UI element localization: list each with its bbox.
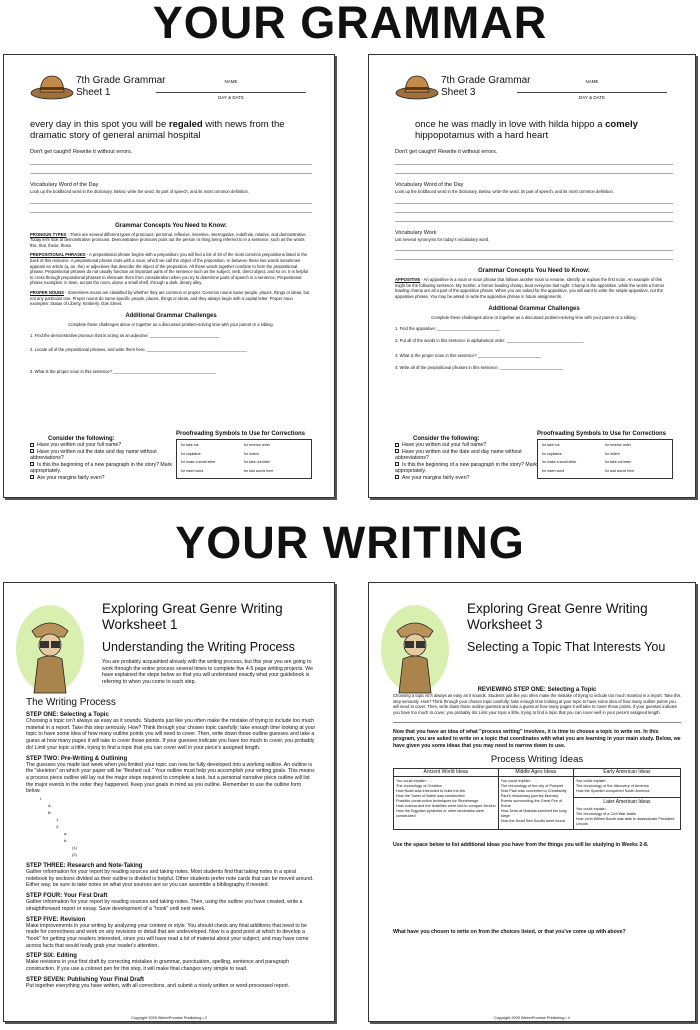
challenge-question: 4. Write all of the prepositional phrases in this sentence: ___________________________ bbox=[395, 364, 563, 370]
outline-form bbox=[26, 795, 316, 859]
page-footer: Copyright 2005 WinterPromise Publishing • 2 bbox=[131, 1016, 207, 1020]
proof-symbol-label: for make a small letter bbox=[181, 460, 216, 464]
concept-text: - There are several different types of pronouns: personal, reflexive, intensive, interrogative, indefinite, relative, and demonstrative. Today let's look at demonstrative pronouns. Demonstrative pronouns point out the person or thing being referred to in a sentence, such as the words this, that, these, those. bbox=[30, 231, 307, 248]
prompt-text-post: hippopotamus with a hard heart bbox=[415, 130, 549, 141]
sheet-title-line2: Sheet 3 bbox=[441, 87, 476, 98]
proof-symbol-label: for take out bbox=[181, 443, 199, 447]
caught-instruction: Don't get caught! Rewrite it without errors. bbox=[30, 149, 133, 155]
checkbox[interactable] bbox=[30, 462, 34, 466]
consider-item-text: Are your margins fairly even? bbox=[402, 474, 470, 481]
answer-line bbox=[395, 251, 673, 260]
worksheet-3-body bbox=[393, 687, 681, 936]
daily-prompt bbox=[30, 119, 312, 141]
vocab-heading: Vocabulary Word of the Day bbox=[395, 182, 464, 188]
idea-item: How Jews at Masada survived the long siege bbox=[500, 809, 567, 819]
challenges-heading: Additional Grammar Challenges bbox=[125, 312, 217, 319]
step-heading: STEP THREE: Research and Note-Taking bbox=[26, 863, 143, 870]
worksheet-title-line2: Worksheet 1 bbox=[102, 617, 178, 632]
outline-marker: b. bbox=[64, 838, 68, 844]
outline-marker: (1) bbox=[72, 845, 77, 851]
idea-item: The chronology of the discovery of America bbox=[575, 784, 649, 789]
worksheet-intro: You are probably acquainted already with the writing process, but this year you are going to work through the entire process several times to complete five 4-5 page writing projects. We have explained the steps below so that you will understand exactly what your guidebook is referring to when you come to each step. bbox=[102, 659, 313, 686]
proof-symbol-label: for indent bbox=[244, 451, 259, 456]
sheet-title-line2: Sheet 1 bbox=[76, 87, 111, 98]
outline-marker: 2. bbox=[56, 824, 60, 830]
idea-item: Events surrounding the Great Fire of Rome bbox=[500, 799, 563, 809]
idea-item: You could explain . . . bbox=[575, 779, 612, 784]
outline-marker: B. bbox=[48, 810, 52, 816]
section-heading: The Writing Process bbox=[26, 697, 116, 708]
idea-item: The chronology of the city of Pompeii bbox=[500, 784, 564, 789]
proof-symbol-label: for reverse order bbox=[244, 443, 270, 447]
answer-line bbox=[30, 156, 312, 165]
proof-symbol-label: for take out letter bbox=[605, 460, 632, 464]
proof-symbol-label: for indent bbox=[605, 451, 620, 456]
proofreading-title: Proofreading Symbols to Use for Corrections bbox=[537, 431, 667, 437]
outline-marker: I. bbox=[40, 796, 43, 802]
proof-symbol-label: for take out bbox=[542, 443, 560, 447]
prompt-text-pre: once he was madly in love with hilda hippo a bbox=[415, 119, 606, 130]
grammar-banner: YOUR GRAMMAR bbox=[152, 0, 548, 48]
step-text: Gather information for your report by reading sources and taking notes. Most students find that taking notes in a spiral notebook by sections divided as their outline is divided is helpful. Other students prefer note cards that can be moved around. Either way, be sure to take notes on what your sources are so you can assemble a bibliography if needed. bbox=[26, 869, 314, 889]
proofreading-box bbox=[176, 431, 312, 479]
vocab-work-desc: List several synonyms for today's vocabulary word. bbox=[395, 236, 490, 242]
concept-heading: APPOSITIVE bbox=[395, 277, 421, 283]
ideas-cell bbox=[394, 777, 499, 830]
step-text: Choosing a topic isn't always as easy as it sounds. Students just like you often make the mistake of trying to include too much material in a report. Take this step seriously. How? Think through your chosen topic carefully; take enough time looking at your topic to have some idea of how many outline points you will need to cover. Then, write down those outline guesses and take a guess at how many pages it will take to cover those points. If your guesses indicate you have too much to cover, you probably do! Limit your topic a little, trying to find a topic that you can cover well in your piece's assigned length. bbox=[26, 718, 316, 751]
vocab-desc: Look up the boldfaced word in the dictionary. Below, write the word, its part of speech, and its most common definition. bbox=[30, 189, 249, 194]
sheet-title-line1: 7th Grade Grammar bbox=[441, 75, 531, 86]
vocab-desc: Look up the boldfaced word in the dictionary. Below, write the word, its part of speech, and its most common definition. bbox=[395, 189, 614, 194]
step-text: Make improvements in your writing by analyzing your content or style. You should check any final additions that need to be made for correctness and work on any revisions or detail that are undeveloped. Now is a good point at which to develop a "hook" for getting your readers interested, since you will have read a lot of material about your subject, and may have come across facts that would really grab your reader's attention. bbox=[26, 922, 309, 949]
concept-heading: PREPOSITIONAL PHRASES bbox=[30, 252, 86, 258]
challenge-question: 1. Find the appositive: ___________________________ bbox=[395, 326, 501, 332]
idea-item: How the Spanish conquered South America bbox=[575, 789, 650, 794]
proofreading-symbols bbox=[176, 439, 312, 479]
step-heading: STEP SIX: Editing bbox=[26, 953, 77, 960]
idea-item: How Paul was converted to Christianity bbox=[500, 789, 567, 794]
consider-item bbox=[395, 462, 545, 475]
proof-symbol-label: for capitalize bbox=[181, 451, 201, 456]
outline-marker: A. bbox=[48, 803, 52, 809]
worksheet-subtitle: Selecting a Topic That Interests You bbox=[467, 640, 666, 654]
step-heading: STEP SEVEN: Publishing Your Final Draft bbox=[26, 976, 145, 983]
name-label: NAME bbox=[585, 79, 599, 84]
step-heading: STEP FOUR: Your First Draft bbox=[26, 893, 108, 900]
consider-item-text: Have you written out the date and day name without abbreviations? bbox=[395, 448, 522, 461]
consider-title: Consider the following: bbox=[48, 435, 115, 442]
concept-heading: PROPER NOUNS bbox=[30, 289, 64, 295]
challenges-desc: Complete these challenges alone or together as a discussed problem-solving time with your parent or a sibling. bbox=[68, 321, 274, 327]
prompt-bold-word: comely bbox=[605, 119, 638, 130]
concept-text: - An appositive is a noun or noun phrase that follows another noun to rename, identify, or explain the first noun. An example of this might be the following sentence. My mother, a former bowling champ, beat everyone last night. Champ is the appositive, while the words a former bowling champ are all a part of the appositive phrase. When you are asked for the appositive, you will want to write the simple appositive, not the appositive phrase. You may be asked to write the appositive phrase in future assignments. bbox=[395, 277, 665, 299]
date-label: DAY & DATE bbox=[517, 92, 667, 100]
proof-symbol-label: for make a small letter bbox=[542, 460, 577, 464]
concept-text: - Sometimes nouns are classified by whether they are common or proper. Common nouns name people, places, things or ideas, but not any particular one. Proper nouns do name specific people, places, things or ideas, and they always begin with a capital letter. Proper noun examples: Statue of Liberty, Kimberly, Oak Street. bbox=[30, 289, 310, 307]
proofreading-title: Proofreading Symbols to Use for Corrections bbox=[176, 431, 306, 437]
concept-appositive bbox=[395, 277, 673, 299]
idea-item: You could explain . . . bbox=[575, 807, 612, 812]
consider-item bbox=[395, 449, 545, 462]
consider-item bbox=[395, 475, 545, 482]
column-header: Early American Ideas bbox=[573, 769, 680, 777]
proof-symbol-label: for add words here bbox=[244, 468, 274, 473]
consider-item-text: Is this the beginning of a new paragraph in the story? Mark appropriately. bbox=[395, 461, 537, 474]
challenge-question: 1. Find the demonstrative pronoun that is acting as an adjective: ______________________________ bbox=[30, 333, 220, 339]
answer-line bbox=[395, 156, 673, 165]
step-heading: STEP TWO: Pre-Writing & Outlining bbox=[26, 755, 128, 762]
name-date-box bbox=[156, 75, 306, 109]
grammar-sheet-3 bbox=[368, 54, 696, 498]
prompt-text-post: with news from the dramatic story of general animal hospital bbox=[30, 119, 285, 141]
consider-item-text: Have you written out your full name? bbox=[37, 442, 122, 448]
name-label: NAME bbox=[224, 79, 238, 84]
challenges-desc: Complete these challenges alone or together as a discussed problem-solving time with your parent or a sibling. bbox=[431, 314, 637, 320]
challenge-question: 3. What is the proper noun in this sentence? ____________________________________________ bbox=[30, 368, 216, 374]
answer-line bbox=[395, 195, 673, 204]
space-instructions: Use the space below to list additional ideas you have from the things you will be studying in Weeks 2-8. bbox=[393, 842, 649, 849]
proof-symbol-label: for capitalize bbox=[542, 451, 562, 456]
step-heading: STEP FIVE: Revision bbox=[26, 916, 86, 923]
idea-item: How Noah was instructed to build the Ark bbox=[396, 789, 466, 794]
proof-symbol-label: for insert word bbox=[181, 468, 204, 473]
consider-item bbox=[30, 462, 180, 475]
consider-title: Consider the following: bbox=[413, 435, 480, 442]
outline-marker: (2) bbox=[72, 852, 77, 858]
answer-line bbox=[393, 715, 681, 723]
proofreading-symbols bbox=[537, 439, 673, 479]
concepts-heading: Grammar Concepts You Need to Know: bbox=[115, 222, 227, 229]
idea-item: The chronology of Creation bbox=[396, 784, 442, 789]
writing-banner: YOUR WRITING bbox=[175, 517, 525, 568]
outline-marker: 1. bbox=[56, 817, 60, 823]
sheet-title-line1: 7th Grade Grammar bbox=[76, 75, 166, 86]
worksheet-title-line1: Exploring Great Genre Writing bbox=[467, 601, 648, 616]
idea-item: You could explain . . . bbox=[500, 779, 537, 784]
explorer-binoculars-icon bbox=[375, 597, 455, 697]
vocab-heading: Vocabulary Word of the Day bbox=[30, 182, 99, 188]
step-text: The guesses you made last week when you limited your topic can now be fully developed into a working outline. An outline is the "skeleton" on which your paper will be "fleshed out." Your outline must help you accomplish your writing goals. This means a process piece outline will lay out the major steps required to complete a task, but a personal narrative piece outline will list the major events in the order they happened. Keep your goals in mind as you outline. Remember to use the outline form below. bbox=[26, 761, 315, 795]
consider-item bbox=[30, 449, 180, 462]
proof-symbol-label: for add words here bbox=[605, 468, 635, 473]
checkbox[interactable] bbox=[30, 449, 34, 453]
idea-item: How the Dead Sea Scrolls were found bbox=[500, 819, 565, 824]
concept-prepositional bbox=[30, 252, 312, 286]
consider-item-text: Have you written out the date and day name without abbreviations? bbox=[30, 448, 157, 461]
proof-symbol-label: for reverse order bbox=[605, 443, 631, 447]
vocab-work-heading: Vocabulary Work bbox=[395, 229, 437, 236]
idea-item: Paul's missionary journey itinerary bbox=[500, 794, 559, 799]
worksheet-subtitle: Understanding the Writing Process bbox=[102, 640, 295, 654]
date-label: DAY & DATE bbox=[156, 92, 306, 100]
column-header: Middle Ages Ideas bbox=[498, 769, 573, 777]
checkbox[interactable] bbox=[30, 443, 34, 447]
prompt-text-pre: every day in this spot you will be bbox=[30, 119, 169, 130]
answer-line bbox=[30, 165, 312, 174]
challenge-question: 2. Put all of the words in this sentence in alphabetical order: _________________________________ bbox=[395, 337, 584, 343]
ideas-table bbox=[393, 768, 681, 830]
answer-line bbox=[395, 204, 673, 213]
proof-symbol-label: for insert word bbox=[542, 468, 565, 473]
worksheet-title-line2: Worksheet 3 bbox=[467, 617, 543, 632]
writing-process-body bbox=[26, 697, 316, 989]
name-date-box bbox=[517, 75, 667, 109]
explorer-binoculars-icon bbox=[10, 597, 90, 697]
safari-hat-icon bbox=[30, 71, 74, 101]
challenge-question: 2. Locate all of the prepositional phrases, and write them here: ___________________________________________ bbox=[30, 346, 247, 352]
step-text: Put together everything you have written, with all corrections, and submit a nicely written or word-processed report. bbox=[26, 982, 290, 989]
checkbox[interactable] bbox=[395, 462, 399, 466]
ideas-cell bbox=[498, 777, 573, 830]
column-header: Ancient World Ideas bbox=[394, 769, 499, 777]
checkbox[interactable] bbox=[395, 475, 399, 479]
challenge-question: 3. What is the proper noun in this sentence? ___________________________ bbox=[395, 353, 541, 359]
outline-marker: a. bbox=[64, 831, 68, 837]
concept-pronoun bbox=[30, 232, 312, 249]
idea-item: You could explain . . . bbox=[396, 779, 432, 784]
prompt-bold-word: regaled bbox=[168, 119, 203, 130]
consider-item-text: Are your margins fairly even? bbox=[37, 474, 105, 481]
answer-line bbox=[395, 242, 673, 251]
consider-item-text: Have you written out your full name? bbox=[402, 442, 487, 448]
idea-item: How John Wilkes Booth was able to assassinate President Lincoln bbox=[575, 817, 675, 827]
checkbox[interactable] bbox=[395, 443, 399, 447]
proofreading-box bbox=[537, 431, 673, 479]
sheet-title bbox=[76, 75, 165, 99]
concept-proper-nouns bbox=[30, 290, 312, 307]
page-footer: Copyright 2005 WinterPromise Publishing • 4 bbox=[494, 1016, 570, 1020]
idea-item: The chronology of a Civil War battle bbox=[575, 812, 636, 817]
writing-worksheet-3 bbox=[368, 582, 696, 1022]
consider-box bbox=[30, 436, 180, 482]
review-text: Choosing a topic isn't always as easy as it sounds. Students just like you often make the mistake of trying to include too much material in a report. Take this step seriously. How? Think through your chosen topic carefully; take enough time looking at your topic to have some idea of how many outline points you will need to cover. Then, write down those outline guesses and take a guess at how many pages it will take to cover those points. If your guesses indicate you have too much to cover, you probably do! Limit your topic a little, trying to find a topic that you can cover well in your piece's assigned length. bbox=[393, 693, 681, 715]
idea-item: Possible construction techniques for Stonehenge bbox=[396, 799, 479, 804]
consider-item-text: Is this the beginning of a new paragraph in the story? Mark appropriately. bbox=[30, 461, 172, 474]
daily-prompt bbox=[415, 119, 673, 141]
consider-box bbox=[395, 436, 545, 482]
grammar-sheet-1 bbox=[3, 54, 335, 498]
now-text: Now that you have an idea of what "process writing" involves, it is time to choose a topic to write on. In this program, you are asked to write on a topic that coordinates with what you are learning in your main study. Below, we have given you some ideas that you may need to narrow down to use. bbox=[393, 729, 681, 749]
idea-item: How Joshua and the Israelites were told to conquer Jericho bbox=[396, 804, 496, 809]
answer-line bbox=[395, 213, 673, 222]
chosen-question: What have you chosen to write on from the choices listed, or that you've come up with above? bbox=[393, 929, 626, 936]
concept-text: - A prepositional phrase begins with a preposition; you will find a list of 40 of the most common prepositions listed in the back of this resource. A prepositional phrase ends with a noun, which we call the object of the preposition. In between these two words sometimes appears an article (a, an, the) or adjectives that describe the object of the preposition. All these words together combine to form the prepositional phrase. Prepositional phrases do not usually function as important parts of the sentence such as the subject, verb, direct object, and so on. It is helpful to cross through prepositional phrases to eliminate them from consideration when you try to determine parts of speech in a sentence. Prepositional phrase examples: in town, across the room, above a small shelf, through a dark, dreary alley. bbox=[30, 252, 309, 286]
caught-instruction: Don't get caught! Rewrite it without errors. bbox=[395, 149, 498, 155]
worksheet-title bbox=[102, 601, 283, 633]
ideas-cell bbox=[573, 777, 680, 830]
worksheet-title-line1: Exploring Great Genre Writing bbox=[102, 601, 283, 616]
ideas-heading: Process Writing Ideas bbox=[490, 754, 584, 766]
idea-item: How the Tower of Babel was constructed bbox=[396, 794, 465, 799]
step-text: Make revisions in your first draft by correcting mistakes in grammar, punctuation, spelling, sentence and paragraph construction. If you use a colored pen for this step, it will make final changes very simple to read. bbox=[26, 959, 289, 973]
consider-item bbox=[30, 475, 180, 482]
concepts-heading: Grammar Concepts You Need to Know: bbox=[478, 268, 590, 275]
worksheet-title bbox=[467, 601, 648, 633]
answer-line bbox=[395, 165, 673, 174]
review-heading: REVIEWING STEP ONE: Selecting a Topic bbox=[477, 687, 597, 693]
challenges-heading: Additional Grammar Challenges bbox=[488, 305, 580, 312]
safari-hat-icon bbox=[395, 71, 439, 101]
checkbox[interactable] bbox=[30, 475, 34, 479]
step-text: Gather information for your report by reading sources and taking notes. Then, using the outline you have created, write a straightforward report or essay. Save development of a "hook" until next week. bbox=[26, 899, 303, 912]
answer-line bbox=[30, 204, 312, 213]
idea-item: How the Egyptian pyramids or other landmarks were constructed bbox=[396, 809, 485, 819]
proof-symbol-label: for take out letter bbox=[244, 460, 271, 464]
writing-worksheet-1 bbox=[3, 582, 335, 1022]
answer-line bbox=[30, 195, 312, 204]
checkbox[interactable] bbox=[395, 449, 399, 453]
column-header: Later American Ideas bbox=[574, 797, 680, 805]
step-heading: STEP ONE: Selecting a Topic bbox=[26, 712, 109, 718]
concept-heading: PRONOUN TYPES bbox=[30, 231, 67, 237]
